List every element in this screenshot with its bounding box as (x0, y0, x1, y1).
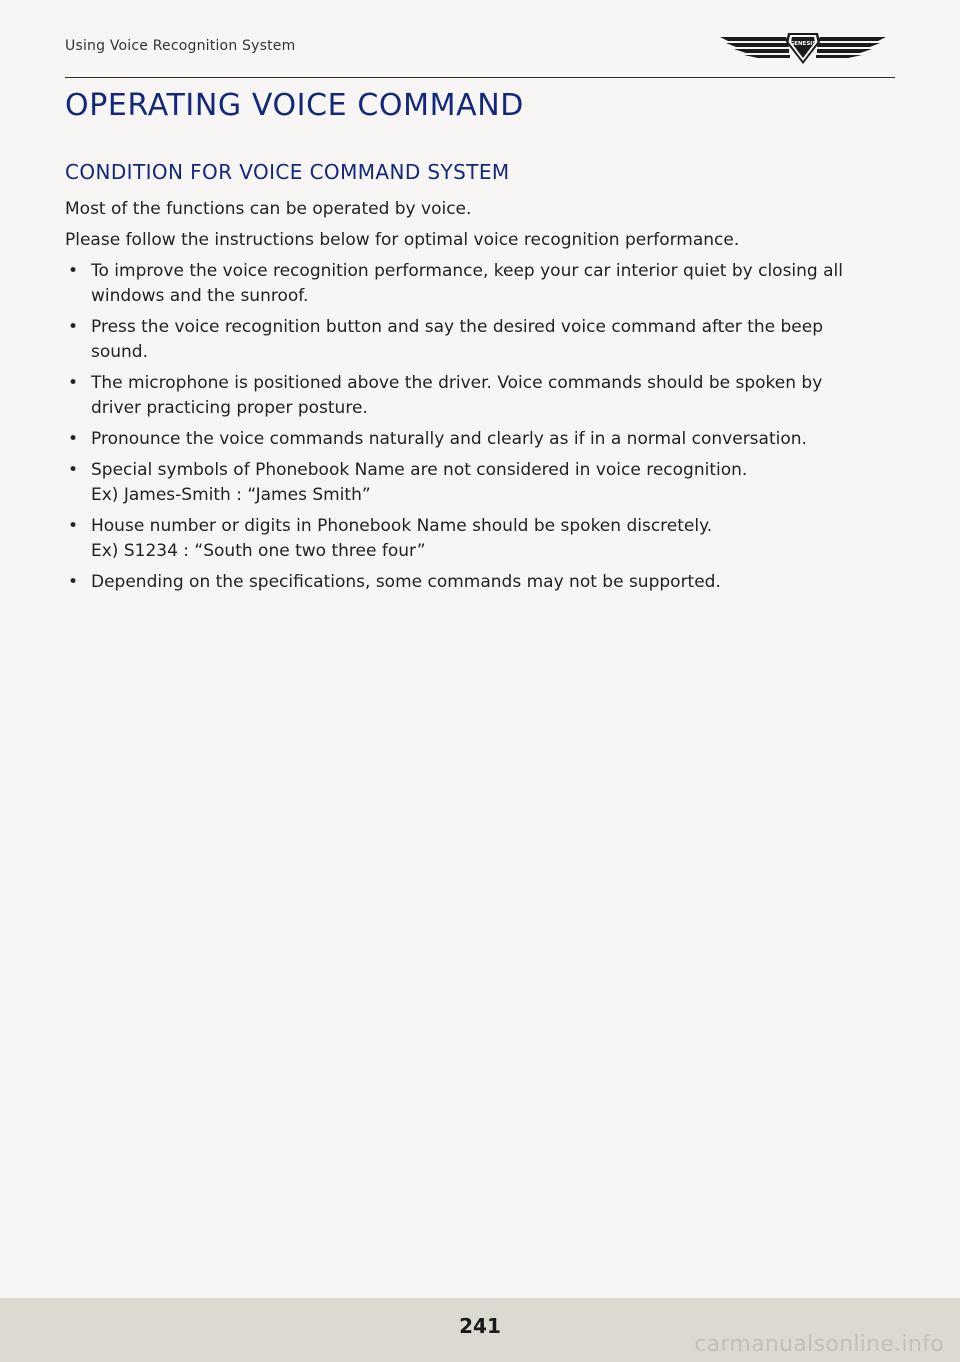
list-item-text: Ex) S1234 : “South one two three four” (91, 541, 426, 561)
logo-wordmark: GENESIS (789, 41, 817, 47)
bullet-icon: • (68, 261, 79, 281)
genesis-wings-logo (718, 28, 888, 68)
list-item-text: House number or digits in Phonebook Name should be spoken discretely. (91, 516, 713, 536)
list-item-text: The microphone is positioned above the driver. Voice commands should be spoken by (91, 373, 823, 393)
list-item-text: To improve the voice recognition performance, keep your car interior quiet by closing all (91, 261, 843, 281)
list-item-text: Pronounce the voice commands naturally and clearly as if in a normal conversation. (91, 429, 807, 449)
bullet-icon: • (68, 429, 79, 449)
page-number: 241 (459, 1314, 501, 1338)
intro-paragraph: Please follow the instructions below for optimal voice recognition performance. (65, 230, 740, 250)
body-content (65, 197, 895, 601)
bullet-icon: • (68, 317, 79, 337)
list-item (65, 514, 895, 564)
list-item (65, 427, 895, 452)
list-item (65, 259, 895, 309)
bullet-icon: • (68, 460, 79, 480)
list-item (65, 458, 895, 508)
header-divider (65, 77, 895, 78)
bullet-icon: • (68, 516, 79, 536)
list-item (65, 315, 895, 365)
page-title: OPERATING VOICE COMMAND (65, 88, 524, 123)
watermark: carmanualsonline.info (694, 1332, 944, 1357)
list-item-text: Special symbols of Phonebook Name are not considered in voice recognition. (91, 460, 748, 480)
header-section-title: Using Voice Recognition System (65, 38, 296, 54)
instruction-list (65, 259, 895, 595)
bullet-icon: • (68, 373, 79, 393)
list-item-text: Ex) James-Smith : “James Smith” (91, 485, 371, 505)
list-item-text: Press the voice recognition button and say the desired voice command after the beep (91, 317, 823, 337)
list-item-text: windows and the sunroof. (91, 286, 309, 306)
section-heading: CONDITION FOR VOICE COMMAND SYSTEM (65, 160, 510, 184)
list-item-text: driver practicing proper posture. (91, 398, 368, 418)
list-item (65, 371, 895, 421)
bullet-icon: • (68, 572, 79, 592)
list-item-text: Depending on the specifications, some commands may not be supported. (91, 572, 721, 592)
list-item-text: sound. (91, 342, 149, 362)
list-item (65, 570, 895, 595)
intro-paragraph: Most of the functions can be operated by voice. (65, 199, 472, 219)
